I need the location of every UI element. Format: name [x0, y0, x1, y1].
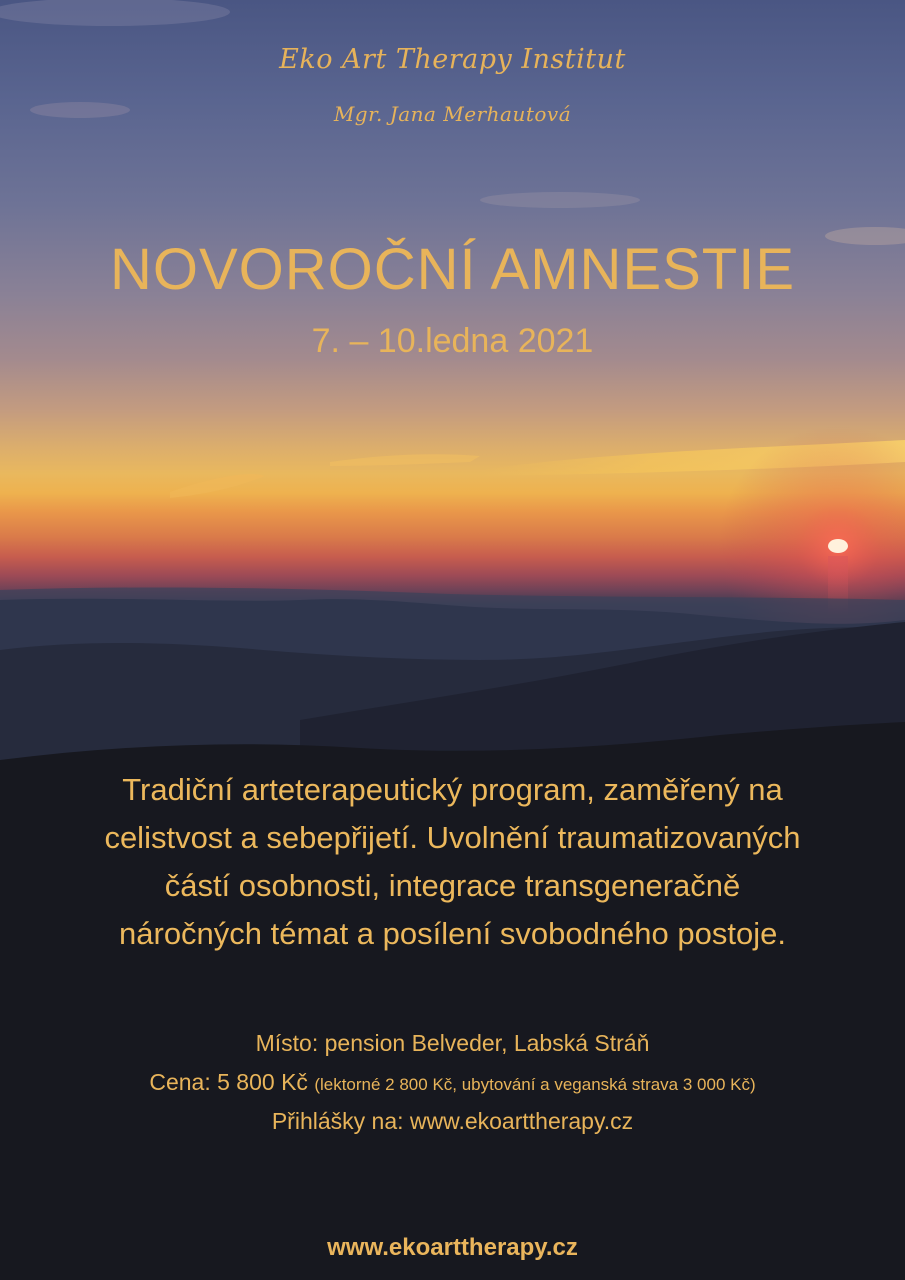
venue-line: Místo: pension Belveder, Labská Stráň	[255, 1030, 650, 1056]
footer-website-link[interactable]: www.ekoarttherapy.cz	[327, 1234, 578, 1261]
price-note: (lektorné 2 800 Kč, ubytování a veganská strava 3 000 Kč)	[314, 1075, 756, 1094]
author-name: Mgr. Jana Merhautová	[333, 102, 572, 126]
cloud-top-left	[0, 0, 230, 26]
signup-line: Přihlášky na: www.ekoarttherapy.cz	[271, 1108, 634, 1134]
description-line: Tradiční arteterapeutický program, zaměřený na	[122, 772, 783, 807]
description-line: celistvost a sebepřijetí. Uvolnění traumatizovaných	[104, 820, 801, 855]
cloud-right	[480, 192, 640, 208]
price-line	[0, 1069, 905, 1096]
institute-name: Eko Art Therapy Institut	[279, 44, 626, 75]
description-line: náročných témat a posílení svobodného postoje.	[119, 916, 786, 951]
program-description	[40, 766, 865, 958]
price-main: Cena: 5 800 Kč	[149, 1069, 308, 1095]
event-dates: 7. – 10.ledna 2021	[311, 322, 594, 360]
cloud-streak-3	[170, 474, 265, 498]
description-line: částí osobnosti, integrace transgeneračně	[164, 868, 741, 903]
cloud-streak-2	[330, 454, 480, 466]
event-title: NOVOROČNÍ AMNESTIE	[109, 237, 796, 302]
sun	[828, 539, 848, 553]
